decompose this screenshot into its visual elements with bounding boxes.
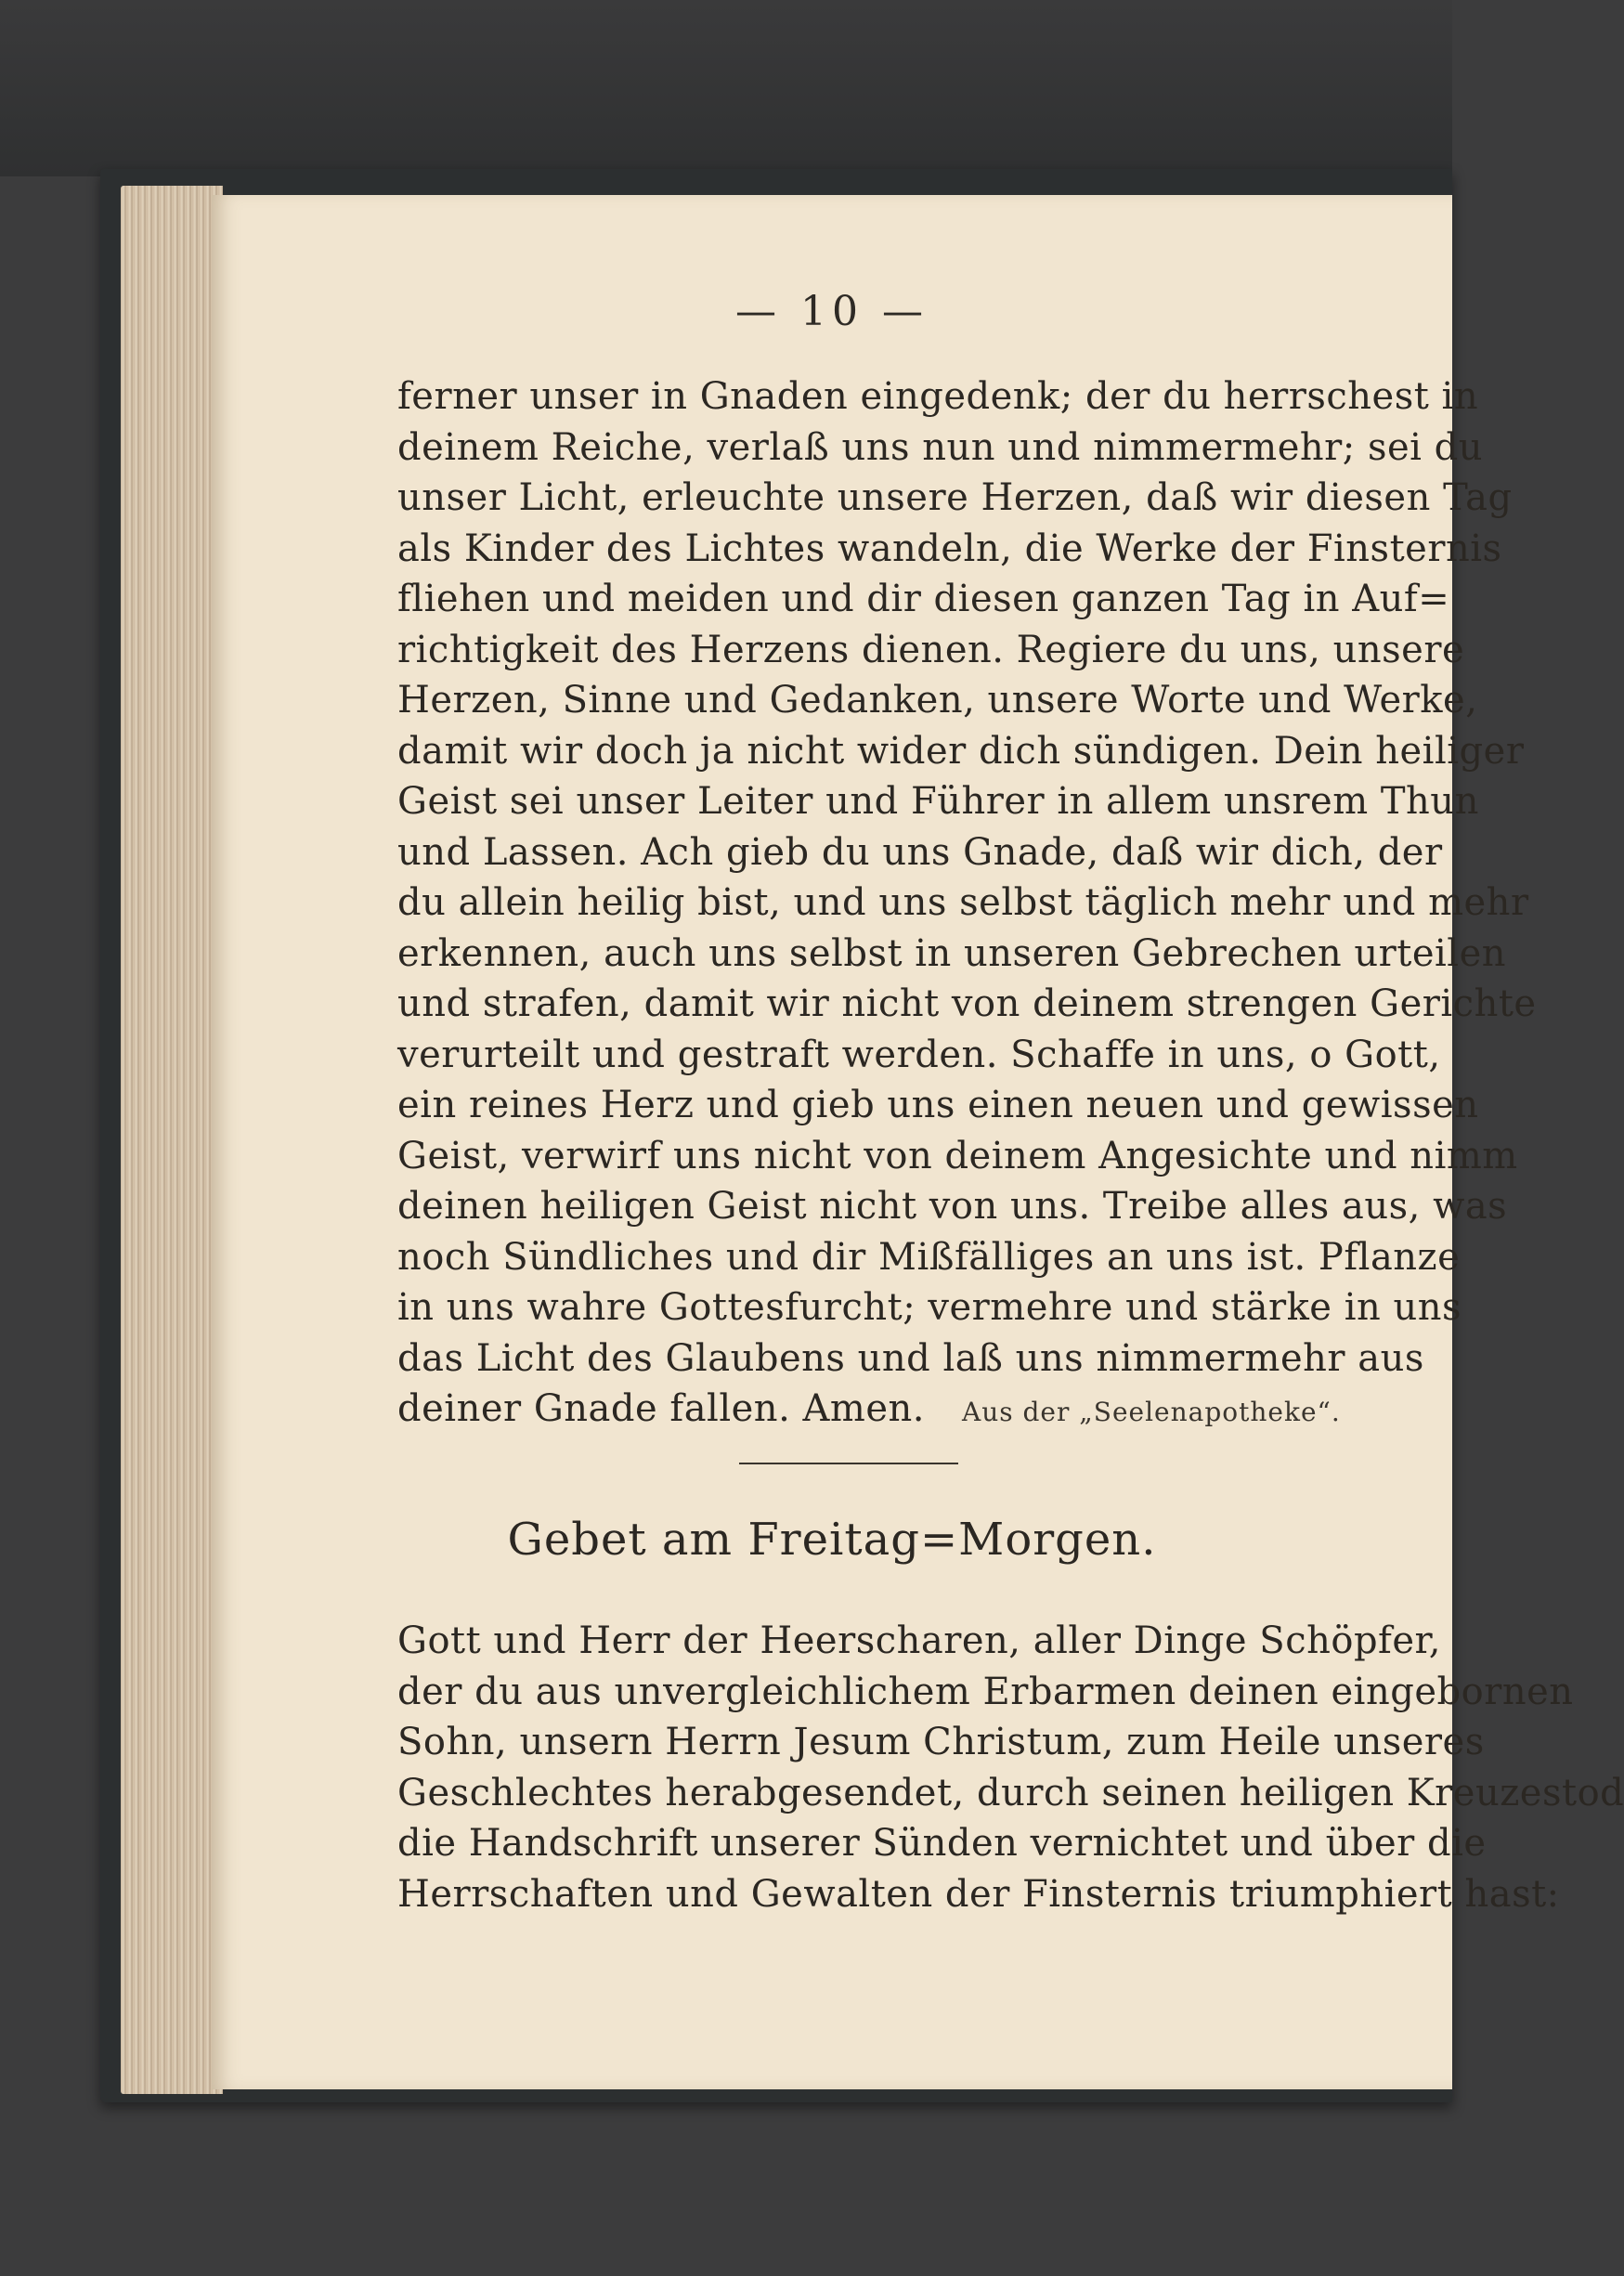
source-attribution: Aus der „Seelenapotheke“. (961, 1397, 1341, 1427)
book-page (212, 195, 1624, 2089)
text-line: Sohn, unsern Herrn Jesum Christum, zum Heile unseres (397, 1721, 1485, 1763)
text-line: ein reines Herz und gieb uns einen neuen und gewissen (397, 1084, 1479, 1126)
text-line: Geist sei unser Leiter und Führer in allem unsrem Thun (397, 780, 1479, 823)
text-line: du allein heilig bist, und uns selbst täglich mehr und mehr (397, 881, 1529, 924)
text-line: unser Licht, erleuchte unsere Herzen, daß wir diesen Tag (397, 476, 1513, 519)
text-line: in uns wahre Gottesfurcht; vermehre und stärke in uns (397, 1286, 1462, 1329)
text-line: fliehen und meiden und dir diesen ganzen Tag in Auf= (397, 578, 1450, 620)
section-divider (739, 1463, 958, 1464)
closing-text: deiner Gnade fallen. Amen. (397, 1387, 925, 1430)
text-line: deinen heiligen Geist nicht von uns. Treibe alles aus, was (397, 1185, 1508, 1228)
text-line: die Handschrift unserer Sünden vernichtet und über die (397, 1822, 1487, 1865)
text-line: und Lassen. Ach gieb du uns Gnade, daß wir dich, der (397, 830, 1443, 874)
text-line: Geschlechtes herabgesendet, durch seinen heiligen Kreuzestod (397, 1771, 1624, 1814)
text-line: als Kinder des Lichtes wandeln, die Werke der Finsternis (397, 527, 1502, 570)
section-heading: Gebet am Freitag=Morgen. (507, 1514, 1157, 1566)
text-line: das Licht des Glaubens und laß uns nimmermehr aus (397, 1336, 1424, 1380)
text-line: deinem Reiche, verlaß uns nun und nimmermehr; sei du (397, 425, 1484, 469)
text-line: noch Sündliches und dir Mißfälliges an uns ist. Pflanze (397, 1235, 1461, 1279)
text-line: erkennen, auch uns selbst in unseren Gebrechen urteilen (397, 931, 1507, 975)
text-line: und strafen, damit wir nicht von deinem strengen Gerichte (397, 982, 1537, 1025)
backdrop (0, 0, 1452, 176)
prayer-text (397, 371, 1537, 1438)
text-line-final (397, 1384, 1345, 1438)
page-edges (121, 186, 223, 2094)
second-prayer-text (397, 1616, 1624, 1919)
text-line: Herrschaften und Gewalten der Finsternis triumphiert hast: (397, 1872, 1560, 1916)
text-line: ferner unser in Gnaden eingedenk; der du herrschest in (397, 375, 1479, 418)
text-line: richtigkeit des Herzens dienen. Regiere du uns, unsere (397, 628, 1465, 671)
text-line: Gott und Herr der Heerscharen, aller Dinge Schöpfer, (397, 1619, 1441, 1662)
text-line: damit wir doch ja nicht wider dich sündigen. Dein heiliger (397, 729, 1525, 773)
text-line: der du aus unvergleichlichem Erbarmen deinen eingebornen (397, 1670, 1574, 1713)
text-line: Herzen, Sinne und Gedanken, unsere Worte und Werke, (397, 679, 1478, 722)
text-line: verurteilt und gestraft werden. Schaffe in uns, o Gott, (397, 1033, 1441, 1076)
text-line: Geist, verwirf uns nicht von deinem Angesichte und nimm (397, 1134, 1518, 1177)
page-number: — 10 — (735, 288, 929, 335)
